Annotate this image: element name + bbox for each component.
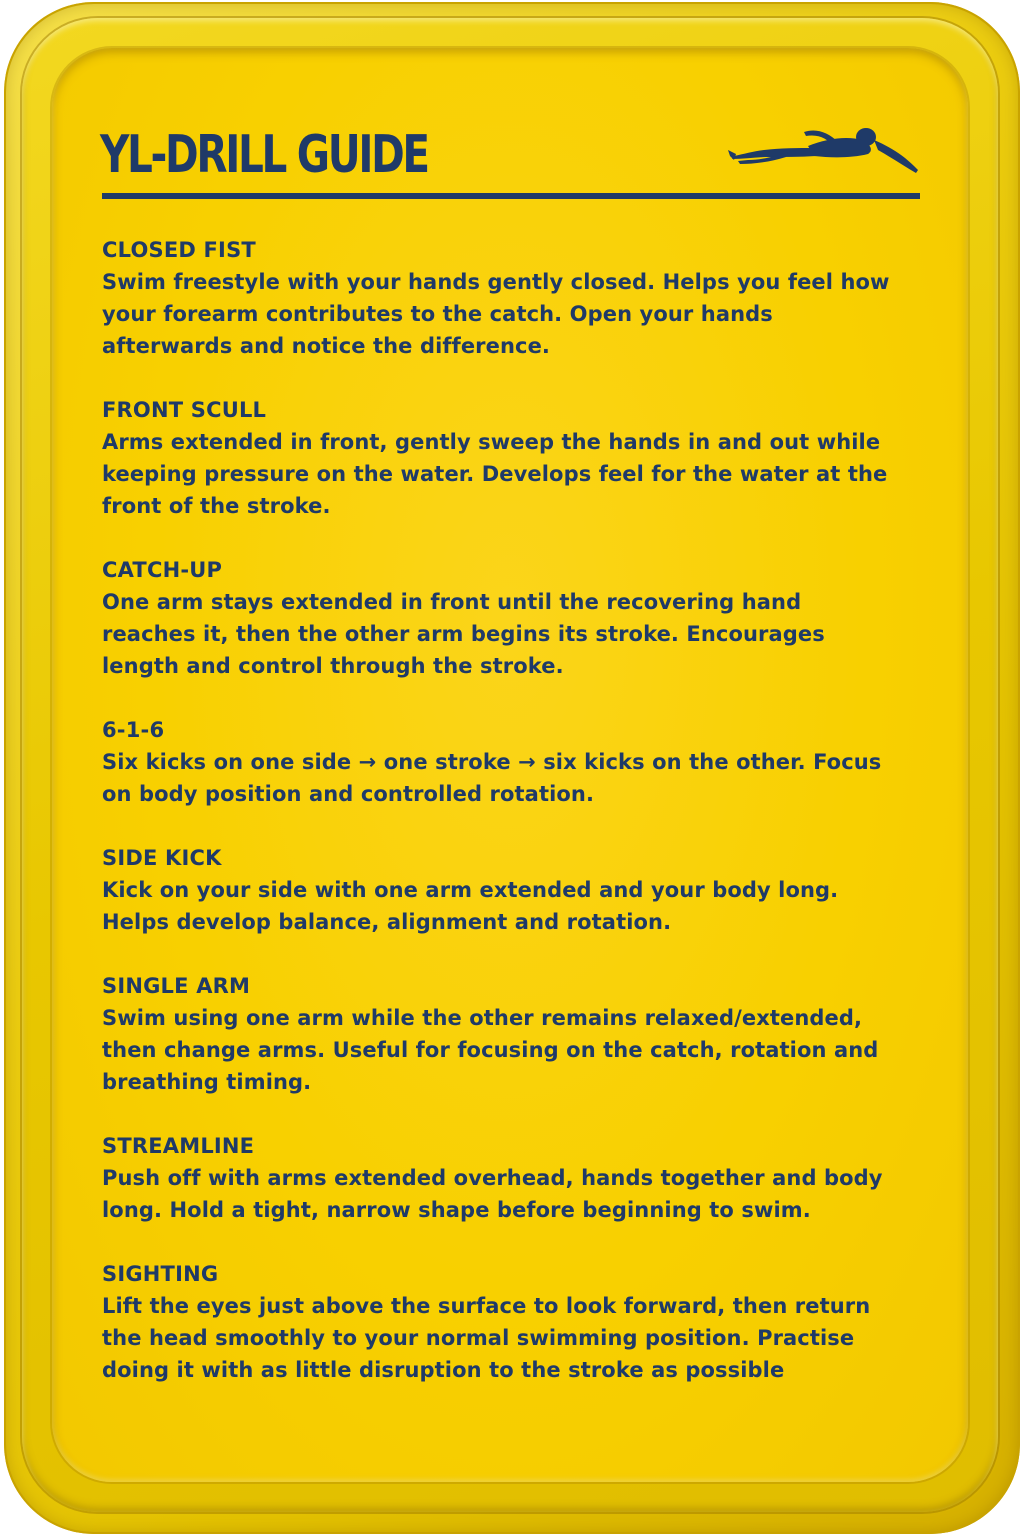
drill-name: FRONT SCULL bbox=[102, 398, 267, 422]
drill-item bbox=[102, 714, 902, 810]
drill-item bbox=[102, 394, 902, 522]
drill-name: STREAMLINE bbox=[102, 1134, 255, 1158]
drill-item bbox=[102, 1130, 902, 1226]
drill-name: SIGHTING bbox=[102, 1262, 219, 1286]
drill-name: SINGLE ARM bbox=[102, 974, 251, 998]
drill-name: SIDE KICK bbox=[102, 846, 222, 870]
drill-description: Kick on your side with one arm extended and your body long. Helps develop balance, alignment and rotation. bbox=[102, 878, 839, 934]
drill-description: Six kicks on one side → one stroke → six kicks on the other. Focus on body position and controlled rotation. bbox=[102, 750, 882, 806]
swimmer-icon bbox=[728, 126, 920, 184]
drill-description: Swim using one arm while the other remains relaxed/extended, then change arms. Useful for focusing on the catch, rotation and breathing timing. bbox=[102, 1006, 879, 1094]
drill-list bbox=[102, 234, 902, 1418]
drill-item bbox=[102, 970, 902, 1098]
page-title: YL-DRILL GUIDE bbox=[100, 125, 428, 185]
drill-description: Swim freestyle with your hands gently closed. Helps you feel how your forearm contributes to the catch. Open your hands afterwards and notice the difference. bbox=[102, 270, 890, 358]
drill-description: One arm stays extended in front until the recovering hand reaches it, then the other arm begins its stroke. Encourages length and control through the stroke. bbox=[102, 590, 825, 678]
drill-name: CATCH-UP bbox=[102, 558, 223, 582]
drill-item bbox=[102, 1258, 902, 1386]
drill-item bbox=[102, 842, 902, 938]
drill-description: Push off with arms extended overhead, hands together and body long. Hold a tight, narrow shape before beginning to swim. bbox=[102, 1166, 883, 1222]
drill-description: Lift the eyes just above the surface to look forward, then return the head smoothly to your normal swimming position. Practise doing it with as little disruption to the stroke as possible bbox=[102, 1294, 871, 1382]
drill-description: Arms extended in front, gently sweep the hands in and out while keeping pressure on the water. Develops feel for the water at the front of the stroke. bbox=[102, 430, 888, 518]
drill-item bbox=[102, 234, 902, 362]
drill-item bbox=[102, 554, 902, 682]
drill-name: 6-1-6 bbox=[102, 718, 165, 742]
header-divider bbox=[102, 193, 920, 199]
drill-name: CLOSED FIST bbox=[102, 238, 256, 262]
